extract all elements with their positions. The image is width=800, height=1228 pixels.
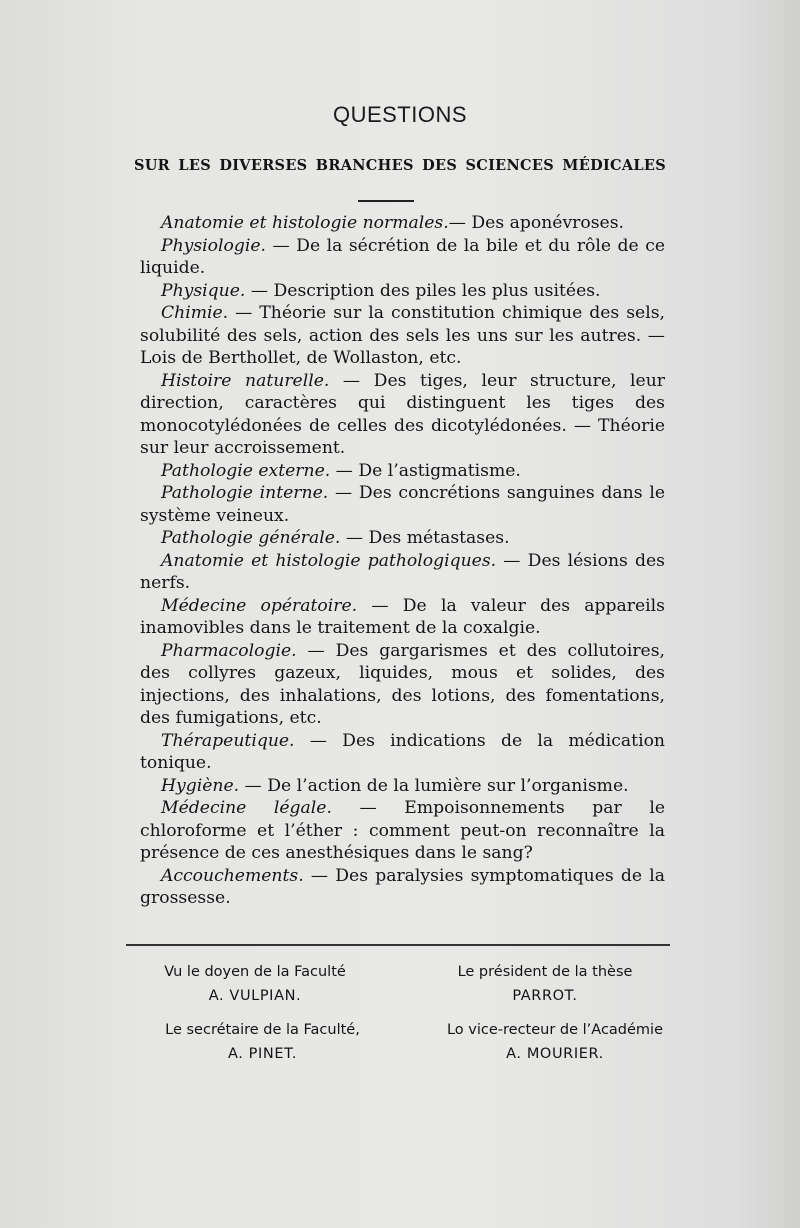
question-text: — Des gargarismes et des collutoires, des collyres gazeux, liquides, mous et solides, des injections, des inhalations, des lotions, des fomentations, des fumigations, etc.: [140, 640, 665, 728]
question-subject: Accouchements.: [161, 865, 304, 886]
question-text: — Empoisonnements par le chloroforme et l’éther : comment peut-on reconnaître la présence de ces anesthésiques dans le sang?: [140, 798, 665, 863]
dean-signature: [135, 962, 375, 1006]
question-subject: Pharmacologie.: [161, 640, 297, 661]
rector-signature: [425, 1020, 685, 1064]
question-text: — De la valeur des appareils inamovibles dans le traitement de la coxalgie.: [140, 595, 665, 638]
question-text: — Description des piles les plus usitées.: [245, 280, 601, 301]
secretary-signature: [120, 1020, 405, 1064]
question-text: — De l’astigmatisme.: [330, 460, 521, 481]
question-text: — Des lésions des nerfs.: [140, 550, 665, 593]
question-text: — Théorie sur la constitution chimique des sels, solubilité des sels, action des sels les uns sur les autres. — Lois de Berthollet, de Wollaston, etc.: [140, 303, 665, 368]
rector-name: A. MOURIER.: [506, 1046, 604, 1062]
question-anatomie-pathologique: [140, 550, 665, 595]
question-subject: Médecine opératoire.: [161, 595, 358, 616]
dean-name: A. VULPIAN.: [208, 988, 302, 1004]
question-pharmacologie: [140, 640, 665, 730]
question-subject: Anatomie et histologie pathologiques.: [161, 550, 497, 571]
title-separator: [358, 200, 414, 202]
question-accouchements: [140, 865, 665, 910]
question-text: — Des aponévroses.: [448, 213, 624, 233]
signature-divider: [126, 944, 670, 946]
question-text: — Des indications de la médication tonique.: [140, 730, 665, 773]
question-subject: Pathologie externe.: [161, 460, 331, 481]
question-pathologie-externe: [140, 460, 665, 483]
question-text: — Des concrétions sanguines dans le système veineux.: [140, 483, 665, 526]
question-subject: Histoire naturelle.: [161, 370, 330, 391]
question-subject: Thérapeutique.: [161, 730, 295, 751]
question-pathologie-generale: [140, 527, 665, 550]
question-pathologie-interne: [140, 482, 665, 527]
question-subject: Hygiène.: [161, 775, 240, 796]
question-physique: [140, 280, 665, 303]
question-subject: Anatomie et histologie normales.: [161, 213, 449, 233]
rector-label: Lo vice-recteur de l’Académie: [446, 1022, 664, 1038]
secretary-label: Le secrétaire de la Faculté,: [165, 1022, 360, 1038]
question-hygiene: [140, 775, 665, 798]
question-text: — De l’action de la lumière sur l’organisme.: [239, 775, 629, 796]
question-physiologie: [140, 235, 665, 280]
questions-list: [140, 212, 665, 910]
secretary-name: A. PINET.: [227, 1046, 298, 1062]
question-anatomie: [140, 212, 665, 235]
president-label: Le président de la thèse: [457, 964, 633, 980]
question-text: — Des métastases.: [340, 528, 510, 548]
question-subject: Médecine légale.: [161, 798, 332, 818]
question-text: — Des tiges, leur structure, leur direction, caractères qui distinguent les tiges des monocotylédonées de celles des dicotylédonées. — Théorie sur leur accroissement.: [140, 370, 666, 458]
question-histoire-naturelle: [140, 370, 665, 460]
question-text: — Des paralysies symptomatiques de la grossesse.: [140, 865, 665, 908]
question-therapeutique: [140, 730, 665, 775]
question-subject: Pathologie générale.: [161, 528, 341, 548]
question-subject: Chimie.: [161, 303, 229, 323]
question-medecine-legale: [140, 797, 665, 865]
president-signature: [425, 962, 665, 1006]
question-medecine-operatoire: [140, 595, 665, 640]
question-subject: Physique.: [161, 280, 246, 301]
page-subtitle: SUR LES DIVERSES BRANCHES DES SCIENCES MÉDICALES: [133, 157, 667, 174]
question-subject: Pathologie interne.: [161, 483, 329, 503]
question-text: — De la sécrétion de la bile et du rôle de ce liquide.: [140, 235, 665, 278]
question-chimie: [140, 302, 665, 370]
page-title: QUESTIONS: [332, 102, 468, 127]
president-name: PARROT.: [512, 988, 578, 1004]
dean-label: Vu le doyen de la Faculté: [164, 964, 346, 980]
question-subject: Physiologie.: [161, 235, 266, 256]
